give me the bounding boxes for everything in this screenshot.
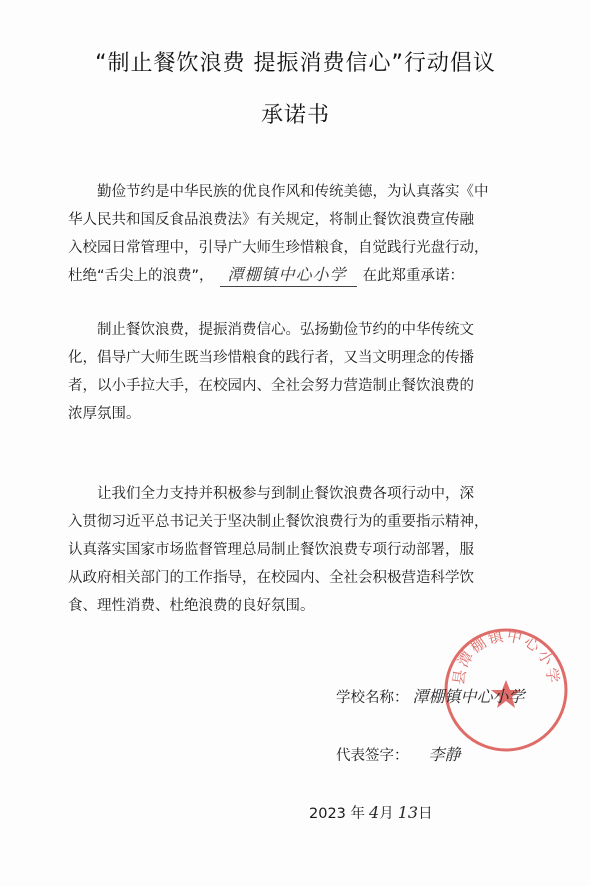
signature-date <box>309 802 433 823</box>
date-day-handwritten: 13 <box>397 803 419 822</box>
paragraph-line: 制止餐饮浪费，提振消费信心。弘扬勤俭节约的中华传统文 <box>97 322 474 338</box>
signature-school <box>336 684 525 707</box>
handwritten-school-name: 潭棚镇中心小学 <box>220 264 357 287</box>
paragraph-line: 入校园日常管理中，引导广大师生珍惜粮食，自觉践行光盘行动， <box>68 240 489 256</box>
date-day-suffix: 日 <box>418 806 433 822</box>
paragraph-line: 从政府相关部门的工作指导，在校园内、全社会积极营造科学饮 <box>68 570 474 586</box>
paragraph-line: 华人民共和国反食品浪费法》有关规定，将制止餐饮浪费宣传融 <box>68 212 474 228</box>
date-year: 2023 年 <box>309 806 366 822</box>
paragraph-line: 认真落实国家市场监督管理总局制止餐饮浪费专项行动部署，服 <box>68 542 474 558</box>
representative-signature: 李静 <box>428 745 461 764</box>
paragraph-call-to-action <box>68 480 538 620</box>
document-title: “制止餐饮浪费 提振消费信心”行动倡议 <box>95 51 496 76</box>
paragraph-line: 让我们全力支持并积极参与到制止餐饮浪费各项行动中，深 <box>97 486 474 502</box>
date-month-handwritten: 4 <box>369 803 380 822</box>
representative-label: 代表签字： <box>336 748 409 764</box>
paragraph-line: 入贯彻习近平总书记关于坚决制止餐饮浪费行为的重要指示精神， <box>68 514 489 530</box>
school-name-handwritten: 潭棚镇中心小学 <box>412 687 525 706</box>
paragraph-line: 勤俭节约是中华民族的优良作风和传统美德，为认真落实《中 <box>97 184 489 200</box>
paragraph-line-with-fill <box>68 262 538 290</box>
document-subtitle: 承诺书 <box>260 103 330 128</box>
paragraph-text: 杜绝“舌尖上的浪费”， <box>68 268 214 284</box>
paragraph-commitment <box>68 316 538 428</box>
seal-text: 县潭棚镇中心小学 <box>449 626 563 686</box>
date-month-suffix: 月 <box>379 806 394 822</box>
school-name-label: 学校名称： <box>336 690 409 706</box>
signature-representative <box>336 742 461 765</box>
paragraph-text: 在此郑重承诺： <box>362 268 465 284</box>
paragraph-intro <box>68 178 538 290</box>
paragraph-line: 化，倡导广大师生既当珍惜粮食的践行者，又当文明理念的传播 <box>68 350 474 366</box>
paragraph-line: 浓厚氛围。 <box>68 406 141 422</box>
paragraph-line: 者，以小手拉大手，在校园内、全社会努力营造制止餐饮浪费的 <box>68 378 474 394</box>
paragraph-line: 食、理性消费、杜绝浪费的良好氛围。 <box>68 598 315 614</box>
